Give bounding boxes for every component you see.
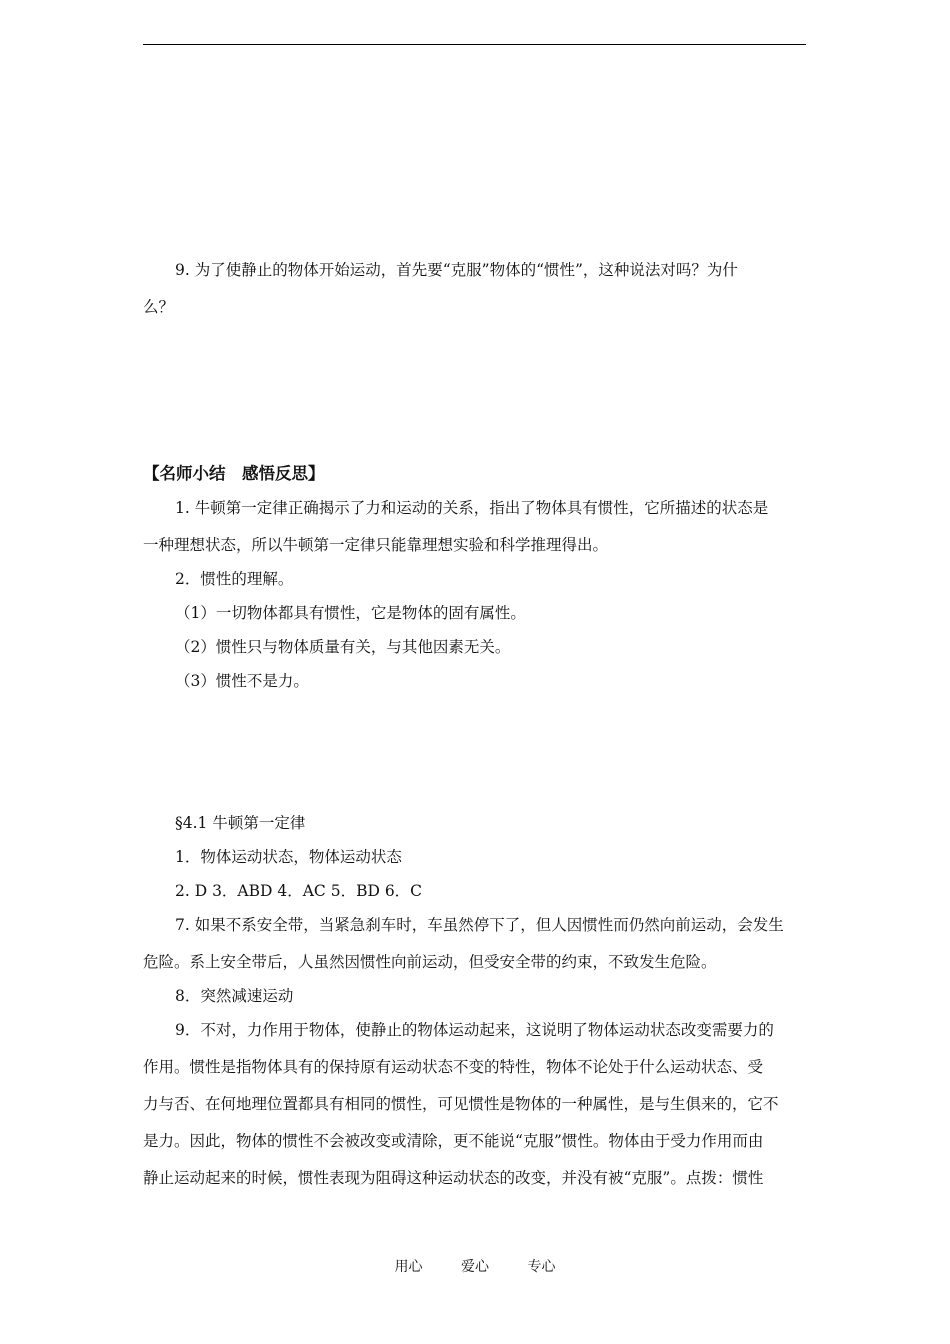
- question-9-line-1: 9. 为了使静止的物体开始运动，首先要“克服”物体的“惯性”，这种说法对吗？为什: [175, 261, 738, 279]
- footer-item-2: 爱心: [461, 1259, 489, 1275]
- footer-item-1: 用心: [394, 1259, 423, 1275]
- summary-point-2-2: （2）惯性只与物体质量有关，与其他因素无关。: [175, 638, 511, 656]
- header-rule: [143, 44, 806, 45]
- summary-point-2-3: （3）惯性不是力。: [175, 672, 309, 690]
- answer-8: 8．突然减速运动: [175, 987, 294, 1005]
- summary-heading: 【名师小结 感悟反思】: [143, 464, 325, 483]
- answer-9-line-4: 是力。因此，物体的惯性不会被改变或清除，更不能说“克服”惯性。物体由于受力作用而由: [143, 1132, 764, 1150]
- summary-point-2: 2．惯性的理解。: [175, 570, 294, 588]
- page-footer: [0, 1256, 950, 1276]
- answer-7-line-2: 危险。系上安全带后，人虽然因惯性向前运动，但受安全带的约束，不致发生危险。: [143, 953, 717, 971]
- summary-point-1-line-2: 一种理想状态，所以牛顿第一定律只能靠理想实验和科学推理得出。: [143, 536, 609, 554]
- answer-9-line-1: 9．不对，力作用于物体，使静止的物体运动起来，这说明了物体运动状态改变需要力的: [175, 1021, 774, 1039]
- answers-2-to-6: 2. D 3．ABD 4．AC 5．BD 6．C: [175, 882, 423, 900]
- answer-9-line-5: 静止运动起来的时候，惯性表现为阻碍这种运动状态的改变，并没有被“克服”。点拨：惯性: [143, 1169, 764, 1187]
- answer-1: 1．物体运动状态，物体运动状态: [175, 848, 402, 866]
- answer-9-line-3: 力与否、在何地理位置都具有相同的惯性，可见惯性是物体的一种属性，是与生俱来的，它不: [143, 1095, 779, 1113]
- answers-section-title: §4.1 牛顿第一定律: [175, 814, 306, 832]
- summary-point-1-line-1: 1. 牛顿第一定律正确揭示了力和运动的关系，指出了物体具有惯性，它所描述的状态是: [175, 499, 769, 517]
- answer-9-line-2: 作用。惯性是指物体具有的保持原有运动状态不变的特性，物体不论处于什么运动状态、受: [143, 1058, 764, 1076]
- summary-point-2-1: （1）一切物体都具有惯性，它是物体的固有属性。: [175, 604, 526, 622]
- footer-item-3: 专心: [527, 1259, 556, 1275]
- question-9-line-2: 么？: [143, 298, 175, 316]
- answer-7-line-1: 7. 如果不系安全带，当紧急刹车时，车虽然停下了，但人因惯性而仍然向前运动，会发生: [175, 916, 784, 934]
